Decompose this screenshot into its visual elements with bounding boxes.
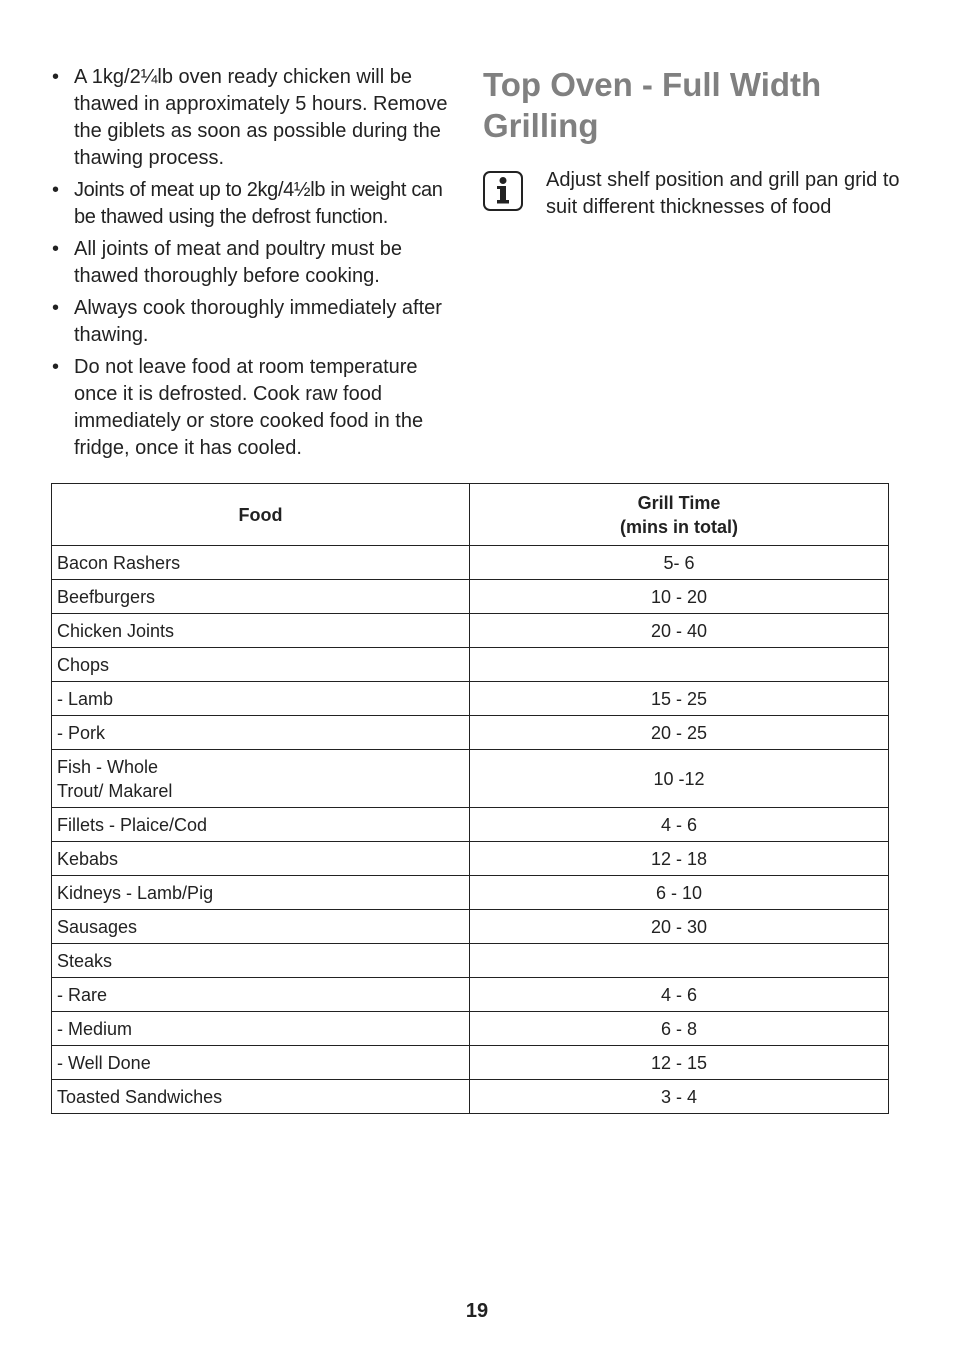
time-cell: 12 - 18 <box>470 842 889 876</box>
table-row <box>52 614 889 648</box>
bullet-marker: • <box>52 238 60 260</box>
food-cell: Kidneys - Lamb/Pig <box>52 876 470 910</box>
list-item <box>50 354 462 462</box>
table-row <box>52 1046 889 1080</box>
table-row <box>52 876 889 910</box>
section-title: Top Oven - Full Width Grilling <box>483 66 822 144</box>
list-item <box>50 295 462 349</box>
table-row <box>52 580 889 614</box>
table-row <box>52 716 889 750</box>
time-cell: 10 - 20 <box>470 580 889 614</box>
bullet-marker: • <box>52 179 60 201</box>
bullet-text: Joints of meat up to 2kg/4½lb in weight can be thawed using the defrost function. <box>74 179 443 228</box>
time-cell: 5- 6 <box>470 546 889 580</box>
table-row <box>52 546 889 580</box>
info-glyph <box>494 176 512 206</box>
food-cell: Chicken Joints <box>52 614 470 648</box>
table-row <box>52 944 889 978</box>
food-cell: - Rare <box>52 978 470 1012</box>
food-cell: Chops <box>52 648 470 682</box>
info-text: Adjust shelf position and grill pan grid to suit different thicknesses of food <box>546 169 900 218</box>
list-item <box>50 177 462 231</box>
food-cell-line1: Fish - Whole <box>57 756 159 777</box>
list-item <box>50 236 462 290</box>
bullet-marker: • <box>52 297 60 319</box>
time-cell: 6 - 10 <box>470 876 889 910</box>
food-cell: Bacon Rashers <box>52 546 470 580</box>
grilling-section <box>483 64 903 221</box>
food-cell <box>52 750 470 808</box>
time-cell: 20 - 25 <box>470 716 889 750</box>
defrost-tips <box>50 64 462 467</box>
table-row <box>52 808 889 842</box>
table-row <box>52 978 889 1012</box>
food-cell: - Pork <box>52 716 470 750</box>
bullet-text: A 1kg/2¼lb oven ready chicken will be thawed in approximately 5 hours. Remove the giblets as soon as possible during the thawing process. <box>74 66 448 169</box>
table-header-row <box>52 484 889 546</box>
list-item <box>50 64 462 172</box>
time-cell: 3 - 4 <box>470 1080 889 1114</box>
tips-list <box>50 64 462 462</box>
time-cell <box>470 944 889 978</box>
bullet-text: Do not leave food at room temperature once it is defrosted. Cook raw food immediately or store cooked food in the fridge, once it has cooled. <box>74 356 424 459</box>
time-cell: 12 - 15 <box>470 1046 889 1080</box>
food-cell: - Medium <box>52 1012 470 1046</box>
table-row <box>52 842 889 876</box>
food-cell: Steaks <box>52 944 470 978</box>
grill-time-column-header <box>470 484 889 546</box>
time-cell: 15 - 25 <box>470 682 889 716</box>
food-cell: Kebabs <box>52 842 470 876</box>
food-cell: Beefburgers <box>52 580 470 614</box>
info-note <box>483 167 903 221</box>
food-cell: Fillets - Plaice/Cod <box>52 808 470 842</box>
table-row <box>52 682 889 716</box>
bullet-text: All joints of meat and poultry must be thawed thoroughly before cooking. <box>74 238 402 287</box>
food-cell: - Well Done <box>52 1046 470 1080</box>
food-cell: - Lamb <box>52 682 470 716</box>
time-cell: 4 - 6 <box>470 808 889 842</box>
grill-times-table <box>51 483 889 1114</box>
food-cell: Toasted Sandwiches <box>52 1080 470 1114</box>
time-cell <box>470 648 889 682</box>
table-row <box>52 1012 889 1046</box>
table-row <box>52 648 889 682</box>
time-cell: 10 -12 <box>470 750 889 808</box>
bullet-text: Always cook thoroughly immediately after thawing. <box>74 297 442 346</box>
bullet-marker: • <box>52 66 60 88</box>
food-column-header: Food <box>52 484 470 546</box>
food-cell-line2: Trout/ Makarel <box>57 780 173 801</box>
table-row <box>52 910 889 944</box>
time-cell: 4 - 6 <box>470 978 889 1012</box>
grill-time-header-line2: (mins in total) <box>620 516 738 537</box>
food-cell: Sausages <box>52 910 470 944</box>
page-number: 19 <box>465 1300 489 1322</box>
time-cell: 20 - 40 <box>470 614 889 648</box>
table-row <box>52 750 889 808</box>
time-cell: 6 - 8 <box>470 1012 889 1046</box>
info-icon <box>483 171 523 211</box>
table-row <box>52 1080 889 1114</box>
grill-time-header-line1: Grill Time <box>637 492 721 513</box>
time-cell: 20 - 30 <box>470 910 889 944</box>
bullet-marker: • <box>52 356 60 378</box>
